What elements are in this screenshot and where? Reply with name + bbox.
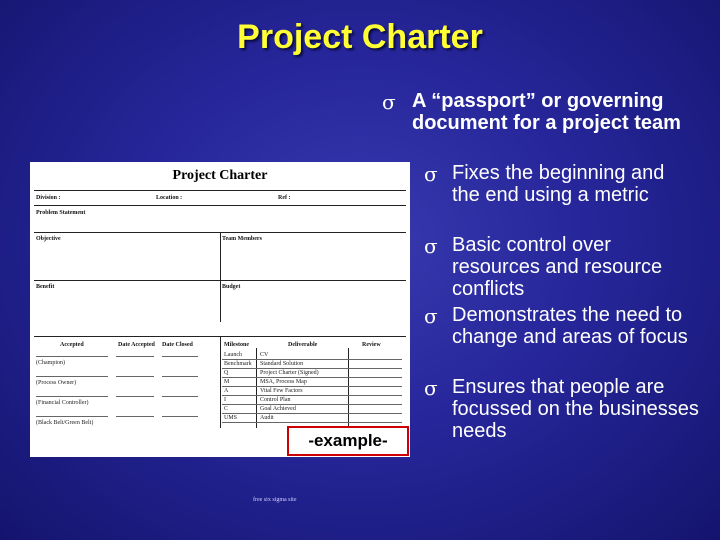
sub-bullet-3: Demonstrates the need to change and areas of focus bbox=[452, 304, 688, 348]
team-members-label: Team Members bbox=[222, 236, 262, 242]
milestone-cell: I bbox=[224, 397, 226, 403]
deliverable-cell: Project Charter (Signed) bbox=[260, 370, 319, 376]
deliverable-cell: MSA, Process Map bbox=[260, 379, 307, 385]
deliverable-cell: Standard Solution bbox=[260, 361, 304, 367]
division-label: Division : bbox=[36, 195, 61, 201]
sub-bullet-marker-icon: σ bbox=[424, 304, 438, 328]
milestone-cell: UMS bbox=[224, 415, 238, 421]
col-accepted: Accepted bbox=[60, 342, 84, 348]
milestone-cell: C bbox=[224, 406, 229, 412]
milestone-cell: M bbox=[224, 379, 230, 385]
col-date-closed: Date Closed bbox=[162, 342, 193, 348]
budget-label: Budget bbox=[222, 284, 241, 290]
location-label: Location : bbox=[156, 195, 183, 201]
milestone-cell: Benchmark bbox=[224, 361, 252, 367]
sub-bullet-1: Fixes the beginning and the end using a metric bbox=[452, 162, 665, 206]
milestone-cell: Launch bbox=[224, 352, 242, 358]
col-milestone: Milestone bbox=[224, 342, 249, 348]
role-financial-controller: (Financial Controller) bbox=[36, 400, 89, 406]
benefit-label: Benefit bbox=[36, 284, 55, 290]
role-black-belt: (Black Belt/Green Belt) bbox=[36, 420, 94, 426]
deliverable-cell: Audit bbox=[260, 415, 274, 421]
sub-bullet-marker-icon: σ bbox=[424, 376, 438, 400]
slide-title: Project Charter bbox=[237, 18, 483, 56]
ref-label: Ref : bbox=[278, 195, 291, 201]
role-champion: (Champion) bbox=[36, 360, 65, 366]
example-label: -example- bbox=[287, 426, 409, 456]
project-charter-form bbox=[30, 162, 410, 457]
objective-label: Objective bbox=[36, 236, 61, 242]
col-date-accepted: Date Accepted bbox=[118, 342, 155, 348]
col-review: Review bbox=[362, 342, 381, 348]
main-bullet-text: A “passport” or governing document for a project team bbox=[412, 90, 681, 134]
role-process-owner: (Process Owner) bbox=[36, 380, 77, 386]
bullet-marker-icon: σ bbox=[382, 90, 396, 114]
deliverable-cell: Control Plan bbox=[260, 397, 291, 403]
form-title: Project Charter bbox=[172, 168, 268, 183]
deliverable-cell: Goal Achieved bbox=[260, 406, 296, 412]
milestone-cell: Q bbox=[224, 370, 229, 376]
footer-text: free six sigma site bbox=[253, 497, 297, 503]
problem-statement-label: Problem Statement bbox=[36, 210, 86, 216]
sub-bullet-4: Ensures that people are focussed on the businesses needs bbox=[452, 376, 699, 442]
deliverable-cell: CV bbox=[260, 352, 269, 358]
sub-bullet-marker-icon: σ bbox=[424, 162, 438, 186]
deliverable-cell: Vital Few Factors bbox=[260, 388, 303, 394]
col-deliverable: Deliverable bbox=[288, 342, 318, 348]
sub-bullet-2: Basic control over resources and resource conflicts bbox=[452, 234, 663, 300]
milestone-cell: A bbox=[224, 388, 229, 394]
sub-bullet-marker-icon: σ bbox=[424, 234, 438, 258]
